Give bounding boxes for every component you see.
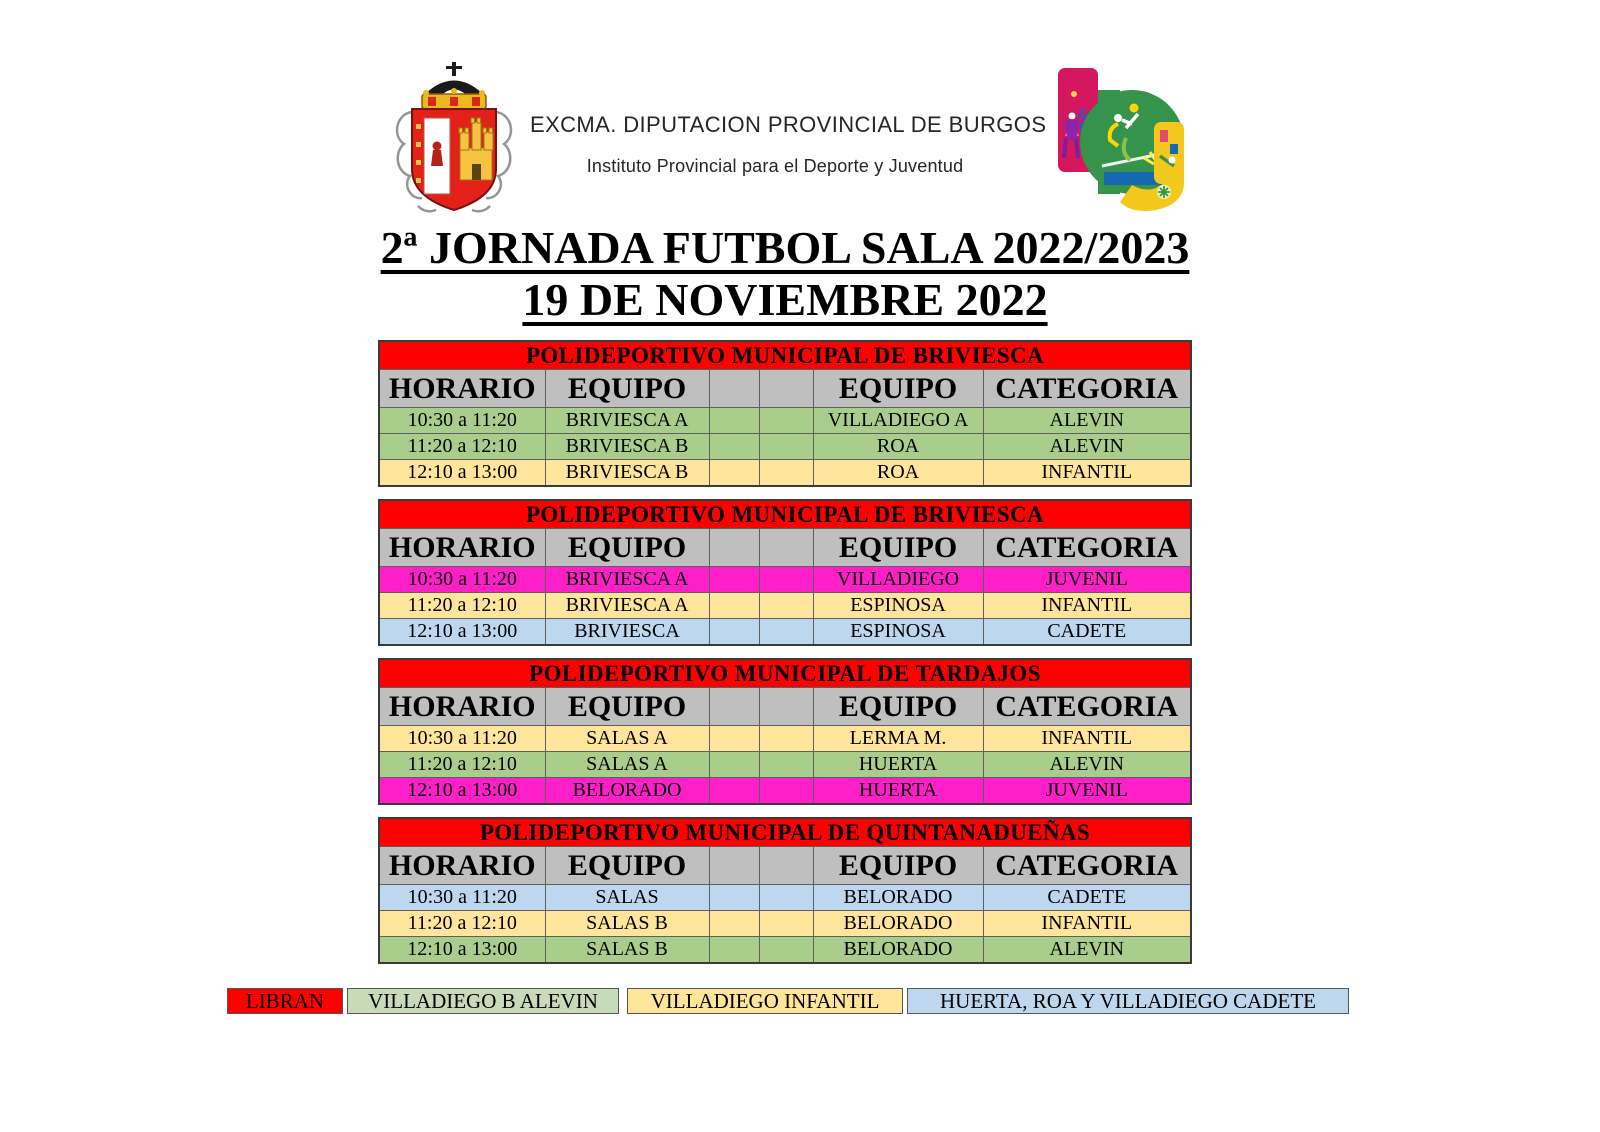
match-cell: [759, 778, 813, 805]
match-cell: 10:30 a 11:20: [379, 567, 545, 593]
schedule-table-1: [378, 340, 1192, 487]
match-row: [379, 408, 1191, 434]
column-header: HORARIO: [379, 529, 545, 567]
match-cell: INFANTIL: [983, 460, 1191, 487]
column-header: HORARIO: [379, 688, 545, 726]
match-cell: ALEVIN: [983, 937, 1191, 964]
match-cell: BELORADO: [813, 911, 983, 937]
schedule-table-2: [378, 499, 1192, 646]
match-cell: [759, 408, 813, 434]
legend-item: HUERTA, ROA Y VILLADIEGO CADETE: [907, 988, 1349, 1014]
page-title-line1: 2ª JORNADA FUTBOL SALA 2022/2023: [380, 222, 1190, 273]
match-cell: BELORADO: [813, 937, 983, 964]
match-cell: ESPINOSA: [813, 619, 983, 646]
match-cell: HUERTA: [813, 778, 983, 805]
page-title-line2: 19 DE NOVIEMBRE 2022: [522, 274, 1048, 325]
match-cell: ALEVIN: [983, 434, 1191, 460]
match-cell: 11:20 a 12:10: [379, 593, 545, 619]
match-cell: ESPINOSA: [813, 593, 983, 619]
match-cell: [759, 567, 813, 593]
match-cell: [709, 460, 759, 487]
match-cell: [709, 937, 759, 964]
match-cell: 10:30 a 11:20: [379, 885, 545, 911]
venue-banner: POLIDEPORTIVO MUNICIPAL DE BRIVIESCA: [379, 500, 1191, 529]
match-cell: [759, 460, 813, 487]
match-cell: [709, 726, 759, 752]
schedule-tables-area: [378, 340, 1192, 976]
match-cell: ALEVIN: [983, 408, 1191, 434]
match-cell: [759, 911, 813, 937]
legend-item: LIBRAN: [227, 988, 343, 1014]
match-cell: SALAS B: [545, 937, 709, 964]
deporte-juventud-logo-icon: [1052, 60, 1187, 220]
burgos-coat-of-arms-icon: [388, 60, 520, 223]
match-cell: 12:10 a 13:00: [379, 937, 545, 964]
column-header: [759, 370, 813, 408]
match-row: [379, 460, 1191, 487]
match-cell: JUVENIL: [983, 567, 1191, 593]
match-cell: [709, 434, 759, 460]
column-header: HORARIO: [379, 847, 545, 885]
match-cell: CADETE: [983, 885, 1191, 911]
column-header: EQUIPO: [813, 688, 983, 726]
match-cell: BRIVIESCA A: [545, 567, 709, 593]
match-cell: 12:10 a 13:00: [379, 778, 545, 805]
column-header: CATEGORIA: [983, 688, 1191, 726]
match-cell: [759, 885, 813, 911]
column-header: EQUIPO: [545, 847, 709, 885]
match-cell: [759, 752, 813, 778]
org-text-block: [530, 112, 1047, 177]
column-header: [759, 688, 813, 726]
match-cell: SALAS B: [545, 911, 709, 937]
venue-banner: POLIDEPORTIVO MUNICIPAL DE BRIVIESCA: [379, 341, 1191, 370]
match-cell: ROA: [813, 460, 983, 487]
match-cell: ROA: [813, 434, 983, 460]
column-header: [709, 529, 759, 567]
match-cell: [709, 567, 759, 593]
match-row: [379, 911, 1191, 937]
match-cell: LERMA M.: [813, 726, 983, 752]
match-cell: 11:20 a 12:10: [379, 752, 545, 778]
column-header: EQUIPO: [545, 688, 709, 726]
column-header: [759, 529, 813, 567]
match-cell: ALEVIN: [983, 752, 1191, 778]
match-cell: [709, 752, 759, 778]
match-cell: [709, 778, 759, 805]
match-cell: [709, 911, 759, 937]
match-cell: [759, 619, 813, 646]
match-cell: BELORADO: [813, 885, 983, 911]
venue-banner: POLIDEPORTIVO MUNICIPAL DE TARDAJOS: [379, 659, 1191, 688]
match-row: [379, 434, 1191, 460]
match-cell: SALAS: [545, 885, 709, 911]
match-row: [379, 937, 1191, 964]
schedule-table-4: [378, 817, 1192, 964]
schedule-table-3: [378, 658, 1192, 805]
match-cell: BELORADO: [545, 778, 709, 805]
column-header: EQUIPO: [813, 847, 983, 885]
org-subtitle: Instituto Provincial para el Deporte y Juventud: [586, 156, 964, 176]
org-name: EXCMA. DIPUTACION PROVINCIAL DE BURGOS: [530, 112, 1047, 137]
match-cell: SALAS A: [545, 726, 709, 752]
match-cell: INFANTIL: [983, 593, 1191, 619]
match-cell: VILLADIEGO: [813, 567, 983, 593]
column-header: EQUIPO: [545, 529, 709, 567]
match-cell: [759, 726, 813, 752]
match-row: [379, 619, 1191, 646]
column-header: HORARIO: [379, 370, 545, 408]
match-cell: HUERTA: [813, 752, 983, 778]
match-cell: CADETE: [983, 619, 1191, 646]
match-row: [379, 726, 1191, 752]
match-cell: BRIVIESCA A: [545, 593, 709, 619]
column-header: EQUIPO: [545, 370, 709, 408]
match-cell: SALAS A: [545, 752, 709, 778]
match-cell: JUVENIL: [983, 778, 1191, 805]
match-cell: [759, 937, 813, 964]
match-cell: BRIVIESCA A: [545, 408, 709, 434]
column-header: CATEGORIA: [983, 370, 1191, 408]
match-cell: VILLADIEGO A: [813, 408, 983, 434]
match-cell: [709, 408, 759, 434]
column-header: CATEGORIA: [983, 847, 1191, 885]
match-row: [379, 567, 1191, 593]
legend-item: VILLADIEGO B ALEVIN: [347, 988, 619, 1014]
column-header: [759, 847, 813, 885]
match-cell: 11:20 a 12:10: [379, 911, 545, 937]
match-cell: BRIVIESCA B: [545, 434, 709, 460]
title-block: [0, 222, 1570, 326]
venue-banner: POLIDEPORTIVO MUNICIPAL DE QUINTANADUEÑAS: [379, 818, 1191, 847]
match-cell: BRIVIESCA B: [545, 460, 709, 487]
match-cell: 12:10 a 13:00: [379, 619, 545, 646]
match-cell: [709, 619, 759, 646]
match-cell: [759, 593, 813, 619]
match-cell: 10:30 a 11:20: [379, 726, 545, 752]
match-cell: INFANTIL: [983, 726, 1191, 752]
column-header: CATEGORIA: [983, 529, 1191, 567]
match-row: [379, 885, 1191, 911]
column-header: EQUIPO: [813, 529, 983, 567]
column-header: [709, 688, 759, 726]
match-cell: 12:10 a 13:00: [379, 460, 545, 487]
match-cell: 11:20 a 12:10: [379, 434, 545, 460]
column-header: [709, 370, 759, 408]
match-cell: [709, 593, 759, 619]
match-cell: INFANTIL: [983, 911, 1191, 937]
match-row: [379, 593, 1191, 619]
match-cell: [709, 885, 759, 911]
legend-row: [227, 988, 1349, 1014]
match-cell: BRIVIESCA: [545, 619, 709, 646]
column-header: [709, 847, 759, 885]
match-row: [379, 778, 1191, 805]
legend-item: VILLADIEGO INFANTIL: [627, 988, 903, 1014]
match-cell: [759, 434, 813, 460]
match-cell: 10:30 a 11:20: [379, 408, 545, 434]
match-row: [379, 752, 1191, 778]
column-header: EQUIPO: [813, 370, 983, 408]
